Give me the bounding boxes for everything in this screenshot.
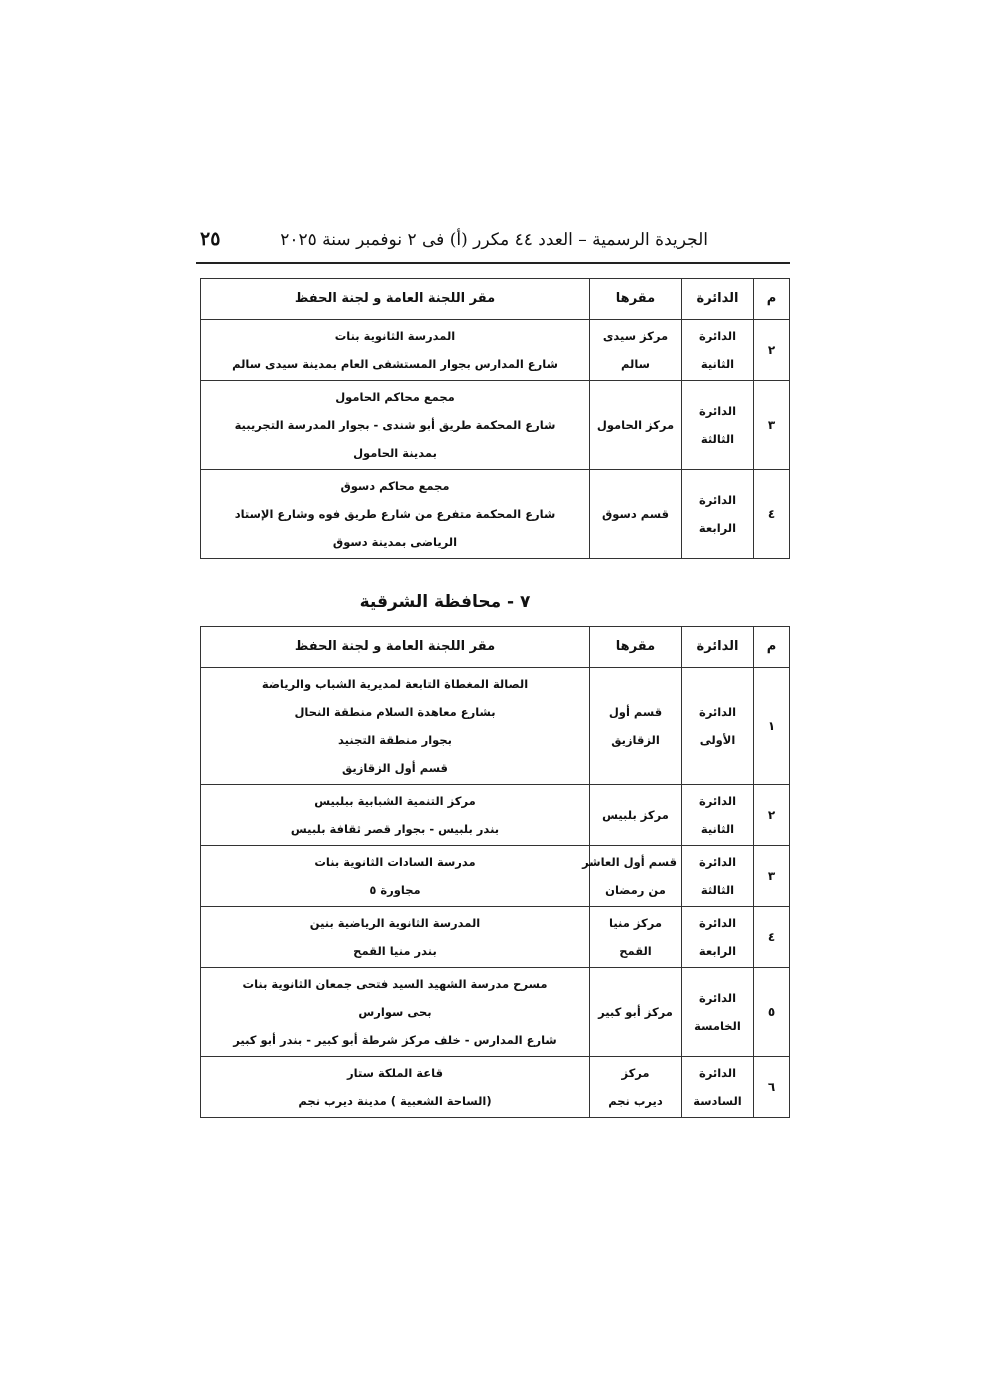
hq-cell-line: شارع المدارس - خلف مركز شرطة أبو كبير - بندر أبو كبير (233, 1033, 557, 1047)
district-cell-line: الدائرة (698, 991, 737, 1005)
seat-cell-line: سالم (621, 357, 650, 371)
hq-cell (201, 381, 590, 470)
hq-cell (201, 470, 590, 559)
table-row (201, 470, 790, 559)
section-title-sharqia: ٧ - محافظة الشرقية (359, 592, 531, 612)
district-cell-line: الدائرة (698, 404, 737, 418)
district-cell-line: السادسة (693, 1094, 742, 1108)
table-row (201, 907, 790, 968)
hq-cell (201, 668, 590, 785)
page-header (196, 226, 790, 264)
seat-cell-line: من رمضان (605, 883, 666, 897)
table-row (201, 1057, 790, 1118)
district-cell-line: الدائرة (698, 916, 737, 930)
district-cell (682, 381, 754, 470)
hq-cell (201, 320, 590, 381)
district-cell-line: الدائرة (698, 493, 737, 507)
row-number: ٤ (754, 470, 790, 559)
col-header-m: م (754, 627, 790, 668)
district-cell-line: الثالثة (700, 432, 735, 446)
committees-table-2 (200, 626, 790, 1118)
seat-cell-line: مركز أبو كبير (598, 1005, 673, 1019)
seat-cell (590, 320, 682, 381)
hq-cell (201, 785, 590, 846)
col-header-district: الدائرة (682, 279, 754, 320)
hq-cell-line: بشارع معاهدة السلام منطقة النحال (294, 705, 496, 719)
hq-cell-line: المدرسة الثانوية الرياضية بنين (309, 916, 481, 930)
seat-cell-line: مركز الحامول (596, 418, 675, 432)
seat-cell (590, 907, 682, 968)
row-number: ٦ (754, 1057, 790, 1118)
hq-cell-line: بحى سوارس (358, 1005, 432, 1019)
district-cell-line: الدائرة (698, 794, 737, 808)
seat-cell (590, 1057, 682, 1118)
row-number: ١ (754, 668, 790, 785)
seat-cell (590, 470, 682, 559)
hq-cell-line: بندر بلبيس - بجوار قصر ثقافة بلبيس (290, 822, 500, 836)
district-cell (682, 470, 754, 559)
hq-cell-line: مجاورة ٥ (369, 883, 421, 897)
hq-cell-line: بجوار منطقة التجنيد (338, 733, 452, 747)
hq-cell (201, 907, 590, 968)
district-cell (682, 968, 754, 1057)
row-number: ٥ (754, 968, 790, 1057)
seat-cell (590, 381, 682, 470)
seat-cell (582, 846, 682, 907)
hq-cell-line: بندر منيا القمح (353, 944, 437, 958)
gazette-title: الجريدة الرسمية – العدد ٤٤ مكرر (أ) فى ٢ نوفمبر سنة ٢٠٢٥ (280, 230, 708, 250)
seat-cell (590, 668, 682, 785)
table-header-row (201, 279, 790, 320)
district-cell-line: الأولى (699, 733, 736, 747)
table-row (201, 968, 790, 1057)
hq-cell-line: مسرح مدرسة الشهيد السيد فتحى جمعان الثانوية بنات (242, 977, 548, 991)
row-number: ٢ (754, 785, 790, 846)
district-cell-line: الرابعة (698, 944, 737, 958)
hq-cell-line: مركز التنمية الشبابية ببلبيس (314, 794, 476, 808)
hq-cell (201, 1057, 590, 1118)
hq-cell-line: المدرسة الثانوية بنات (334, 329, 456, 343)
district-cell-line: الثانية (700, 822, 735, 836)
hq-cell (201, 846, 590, 907)
district-cell-line: الدائرة (698, 855, 737, 869)
hq-cell-line: شارع المحكمة متفرع من شارع طريق فوه وشارع الإستاد (234, 507, 556, 521)
seat-cell-line: مركز بلبيس (602, 808, 669, 822)
hq-cell-line: (الساحة الشعبية ) مدينة ديرب نجم (298, 1094, 492, 1108)
district-cell (682, 846, 754, 907)
table-row (201, 320, 790, 381)
col-header-m: م (754, 279, 790, 320)
hq-cell-line: مجمع محاكم دسوق (340, 479, 450, 493)
col-header-hq: مقر اللجنة العامة و لجنة الحفظ (201, 627, 590, 668)
district-cell (682, 668, 754, 785)
table-row (201, 381, 790, 470)
table-row (201, 785, 790, 846)
district-cell (682, 907, 754, 968)
hq-cell-line: الرياضى بمدينة دسوق (332, 535, 458, 549)
district-cell (682, 1057, 754, 1118)
seat-cell (590, 968, 682, 1057)
table-header-row (201, 627, 790, 668)
district-cell (682, 785, 754, 846)
page-number: ٢٥ (200, 228, 221, 250)
seat-cell-line: مركز سيدى (602, 329, 669, 343)
hq-cell-line: مدرسة السادات الثانوية بنات (314, 855, 476, 869)
hq-cell-line: بمدينة الحامول (353, 446, 437, 460)
hq-cell-line: الصالة المغطاة التابعة لمديرية الشباب والرياضة (261, 677, 529, 691)
row-number: ٣ (754, 846, 790, 907)
seat-cell (590, 785, 682, 846)
district-cell-line: الدائرة (698, 705, 737, 719)
hq-cell-line: شارع المدارس بجوار المستشفى العام بمدينة سيدى سالم (232, 357, 558, 371)
hq-cell-line: قسم أول الزقازيق (342, 761, 448, 775)
table-row (201, 846, 790, 907)
seat-cell-line: القمح (619, 944, 652, 958)
row-number: ٤ (754, 907, 790, 968)
hq-cell-line: قاعة الملكة ستار (347, 1066, 443, 1080)
district-cell-line: الدائرة (698, 1066, 737, 1080)
district-cell-line: الثانية (700, 357, 735, 371)
col-header-seat: مقرها (590, 627, 682, 668)
hq-cell (201, 968, 590, 1057)
table-row (201, 668, 790, 785)
col-header-district: الدائرة (682, 627, 754, 668)
seat-cell-line: مركز منيا (609, 916, 662, 930)
seat-cell-line: الزقازيق (611, 733, 660, 747)
seat-cell-line: قسم أول العاشر (582, 855, 677, 869)
district-cell-line: الخامسة (694, 1019, 741, 1033)
seat-cell-line: قسم دسوق (602, 507, 669, 521)
row-number: ٣ (754, 381, 790, 470)
committees-table-1 (200, 278, 790, 559)
hq-cell-line: شارع المحكمة طريق أبو شندى - بجوار المدرسة التجريبية (234, 418, 556, 432)
row-number: ٢ (754, 320, 790, 381)
col-header-seat: مقرها (590, 279, 682, 320)
district-cell-line: الثالثة (700, 883, 735, 897)
hq-cell-line: مجمع محاكم الحامول (335, 390, 455, 404)
seat-cell-line: قسم أول (608, 705, 663, 719)
district-cell-line: الرابعة (698, 521, 737, 535)
col-header-hq: مقر اللجنة العامة و لجنة الحفظ (201, 279, 590, 320)
district-cell-line: الدائرة (698, 329, 737, 343)
seat-cell-line: ديرب نجم (608, 1094, 663, 1108)
district-cell (682, 320, 754, 381)
seat-cell-line: مركز (621, 1066, 650, 1080)
